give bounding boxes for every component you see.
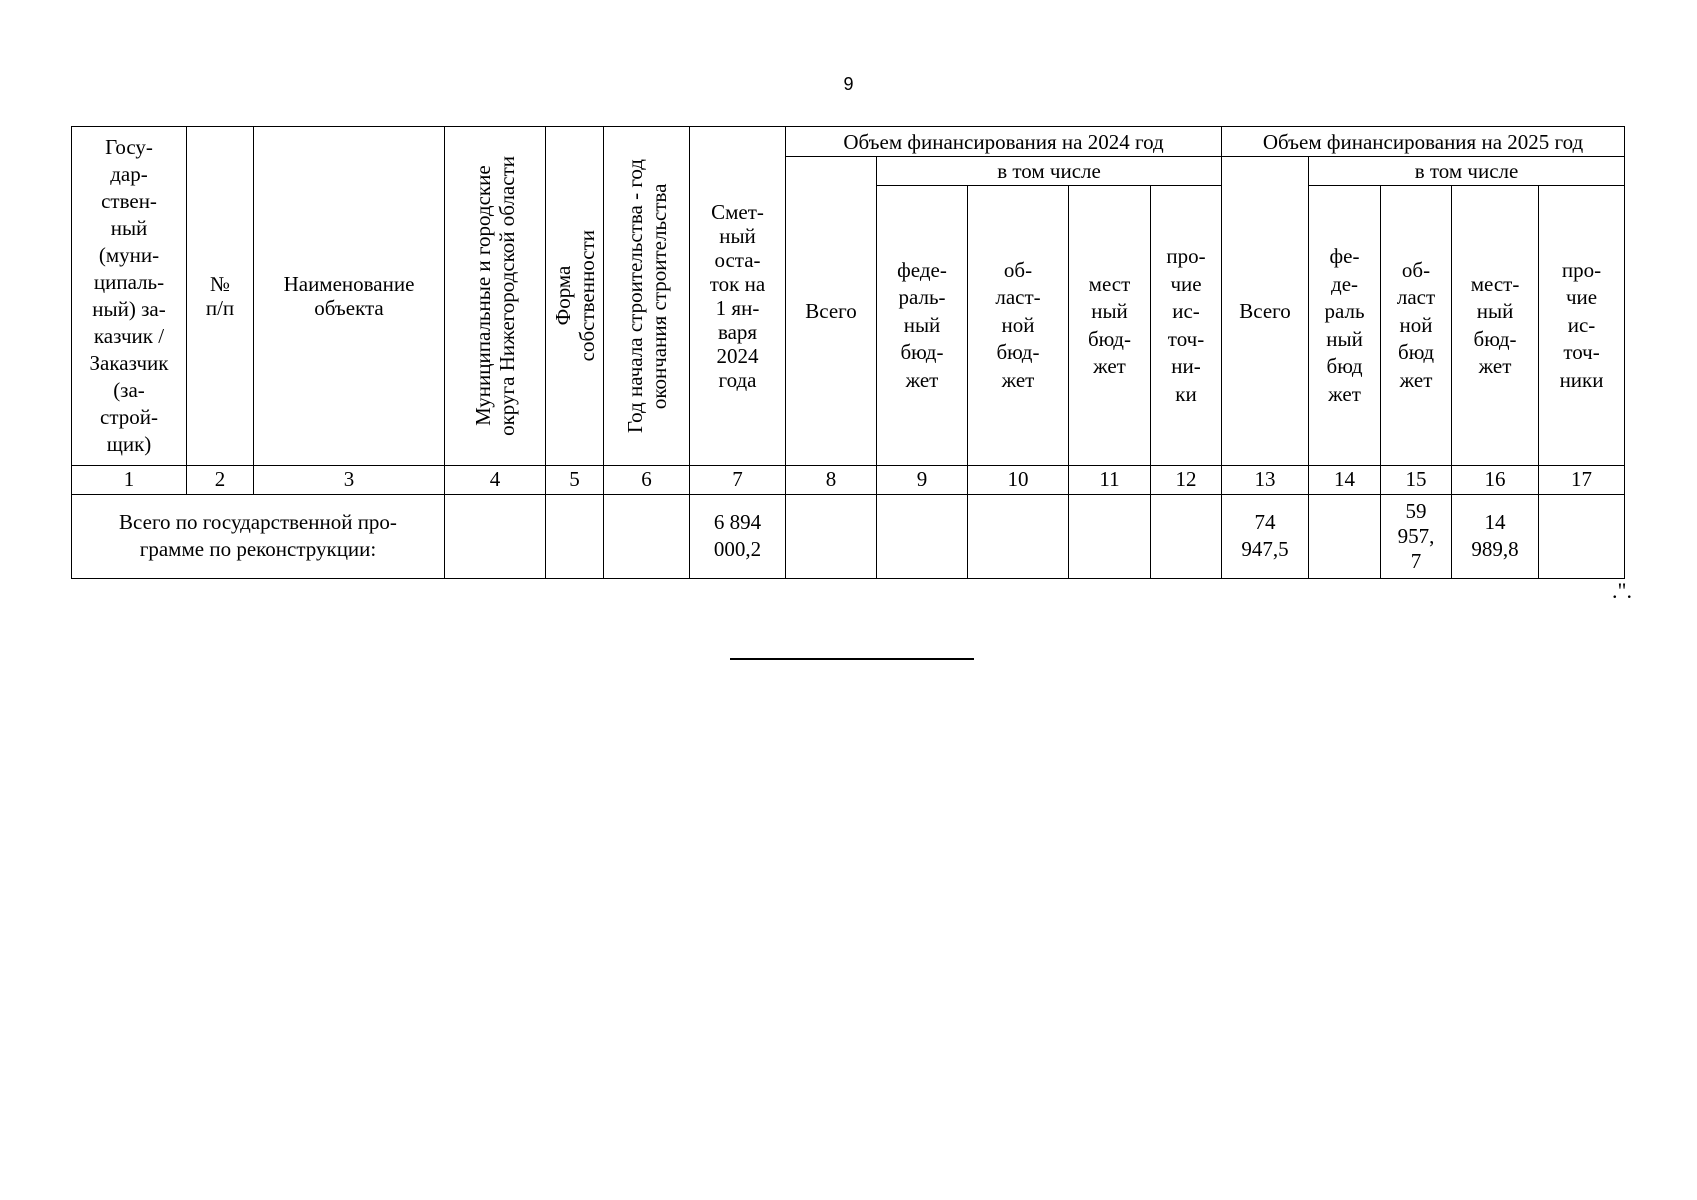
closing-divider <box>730 658 974 660</box>
header-total-2024: Всего <box>786 157 877 466</box>
column-number: 2 <box>187 466 254 495</box>
header-including-2025: в том числе <box>1309 157 1625 186</box>
total-municipalities-cell <box>445 494 546 578</box>
header-other-2025: про- чие ис- точ- ники <box>1539 186 1625 466</box>
total-2024-cell <box>786 494 877 578</box>
total-local-2024-cell <box>1069 494 1151 578</box>
total-federal-2025-cell <box>1309 494 1381 578</box>
column-number: 12 <box>1151 466 1222 495</box>
total-local-2025-cell: 14 989,8 <box>1452 494 1539 578</box>
header-years <box>604 127 690 466</box>
page-number: 9 <box>843 74 854 94</box>
header-municipalities-text: Муниципальные и городские округа Нижегородской области <box>471 156 519 436</box>
closing-quote: .". <box>1612 578 1632 603</box>
column-number: 7 <box>690 466 786 495</box>
header-group-2024: Объем финансирования на 2024 год <box>786 127 1222 157</box>
header-regional-2025: об- ласт ной бюд жет <box>1381 186 1452 466</box>
header-number: № п/п <box>187 127 254 466</box>
header-local-2025: мест- ный бюд- жет <box>1452 186 1539 466</box>
column-number: 10 <box>968 466 1069 495</box>
total-estimate-remainder: 6 894 000,2 <box>690 494 786 578</box>
total-other-2025-cell <box>1539 494 1625 578</box>
total-row-label: Всего по государственной про- грамме по реконструкции: <box>72 494 445 578</box>
total-2025-cell: 74 947,5 <box>1222 494 1309 578</box>
header-federal-2024: феде- раль- ный бюд- жет <box>877 186 968 466</box>
column-number: 11 <box>1069 466 1151 495</box>
header-local-2024: мест ный бюд- жет <box>1069 186 1151 466</box>
column-number: 13 <box>1222 466 1309 495</box>
column-number-row <box>72 466 1625 495</box>
total-ownership-cell <box>546 494 604 578</box>
header-years-text: Год начала строительства - год окончания строительства <box>622 158 671 434</box>
header-municipalities <box>445 127 546 466</box>
total-row <box>72 494 1625 578</box>
column-number: 1 <box>72 466 187 495</box>
column-number: 6 <box>604 466 690 495</box>
total-regional-2025-cell: 59 957, 7 <box>1381 494 1452 578</box>
financing-table <box>71 126 1625 579</box>
column-number: 3 <box>254 466 445 495</box>
column-number: 9 <box>877 466 968 495</box>
column-number: 14 <box>1309 466 1381 495</box>
header-object-name: Наименование объекта <box>254 127 445 466</box>
column-number: 17 <box>1539 466 1625 495</box>
column-number: 16 <box>1452 466 1539 495</box>
header-including-2024: в том числе <box>877 157 1222 186</box>
total-other-2024-cell <box>1151 494 1222 578</box>
total-federal-2024-cell <box>877 494 968 578</box>
header-ownership <box>546 127 604 466</box>
header-estimate-remainder: Смет- ный оста- ток на 1 ян- варя 2024 года <box>690 127 786 466</box>
header-ownership-text: Форма собственности <box>550 230 599 362</box>
header-other-2024: про- чие ис- точ- ни- ки <box>1151 186 1222 466</box>
column-number: 15 <box>1381 466 1452 495</box>
header-regional-2024: об- ласт- ной бюд- жет <box>968 186 1069 466</box>
header-total-2025: Всего <box>1222 157 1309 466</box>
header-federal-2025: фе- де- раль ный бюд жет <box>1309 186 1381 466</box>
column-number: 4 <box>445 466 546 495</box>
total-years-cell <box>604 494 690 578</box>
header-customer: Госу- дар- ствен- ный (муни- ципаль- ный) за- казчик / Заказчик (за- строй- щик) <box>72 127 187 466</box>
column-number: 8 <box>786 466 877 495</box>
header-group-2025: Объем финансирования на 2025 год <box>1222 127 1625 157</box>
total-regional-2024-cell <box>968 494 1069 578</box>
column-number: 5 <box>546 466 604 495</box>
